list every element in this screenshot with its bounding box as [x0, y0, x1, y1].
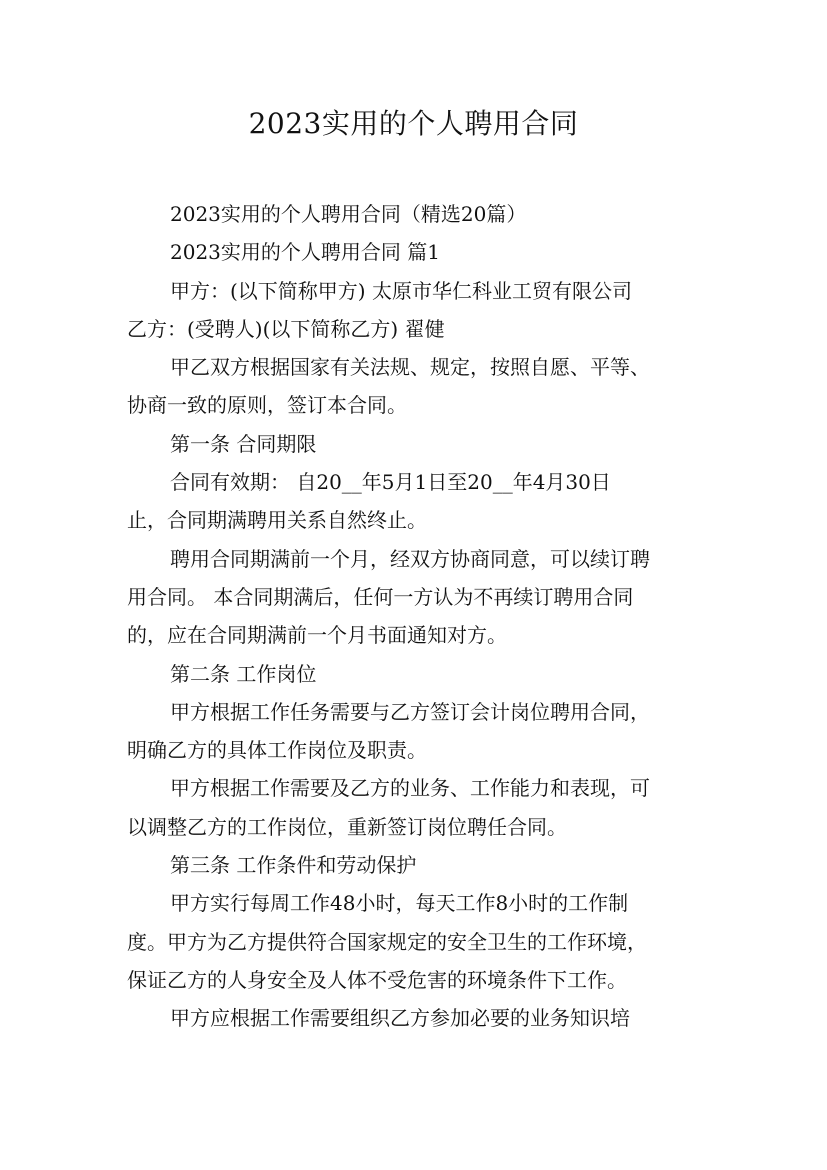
document-line: 甲方根据工作任务需要与乙方签订会计岗位聘用合同， [170, 699, 650, 724]
document-line: 甲方应根据工作需要组织乙方参加必要的业务知识培 [170, 1006, 630, 1031]
document-title: 2023实用的个人聘用合同 [248, 107, 579, 140]
document-line: 第二条 工作岗位 [170, 661, 317, 686]
document-line: 以调整乙方的工作岗位，重新签订岗位聘任合同。 [127, 814, 567, 839]
document-line: 的，应在合同期满前一个月书面通知对方。 [127, 623, 507, 648]
document-line: 甲方根据工作需要及乙方的业务、工作能力和表现，可 [170, 776, 650, 801]
document-line: 甲乙双方根据国家有关法规、规定，按照自愿、平等、 [170, 355, 650, 380]
document-line: 甲方：(以下简称甲方) 太原市华仁科业工贸有限公司 [170, 278, 632, 303]
document-line: 2023实用的个人聘用合同（精选20篇） [170, 202, 527, 226]
document-line: 甲方实行每周工作48小时，每天工作8小时的工作制 [170, 891, 629, 916]
document-line: 用合同。 本合同期满后，任何一方认为不再续订聘用合同 [127, 584, 634, 609]
document-body [127, 195, 717, 1038]
document-line: 度。甲方为乙方提供符合国家规定的安全卫生的工作环境， [127, 929, 647, 954]
document-line: 明确乙方的具体工作岗位及职责。 [127, 738, 427, 763]
document-line: 保证乙方的人身安全及人体不受危害的环境条件下工作。 [127, 967, 627, 992]
document-line: 2023实用的个人聘用合同 篇1 [170, 240, 440, 265]
document-line: 合同有效期： 自20__年5月1日至20__年4月30日 [170, 470, 611, 495]
document-line: 聘用合同期满前一个月，经双方协商同意，可以续订聘 [170, 546, 650, 571]
document-line: 乙方：(受聘人)(以下简称乙方) 翟健 [127, 316, 445, 341]
document-line: 第一条 合同期限 [170, 431, 317, 456]
document-line: 止，合同期满聘用关系自然终止。 [127, 508, 427, 533]
document-line: 第三条 工作条件和劳动保护 [170, 853, 417, 878]
document-line: 协商一致的原则，签订本合同。 [127, 393, 407, 418]
